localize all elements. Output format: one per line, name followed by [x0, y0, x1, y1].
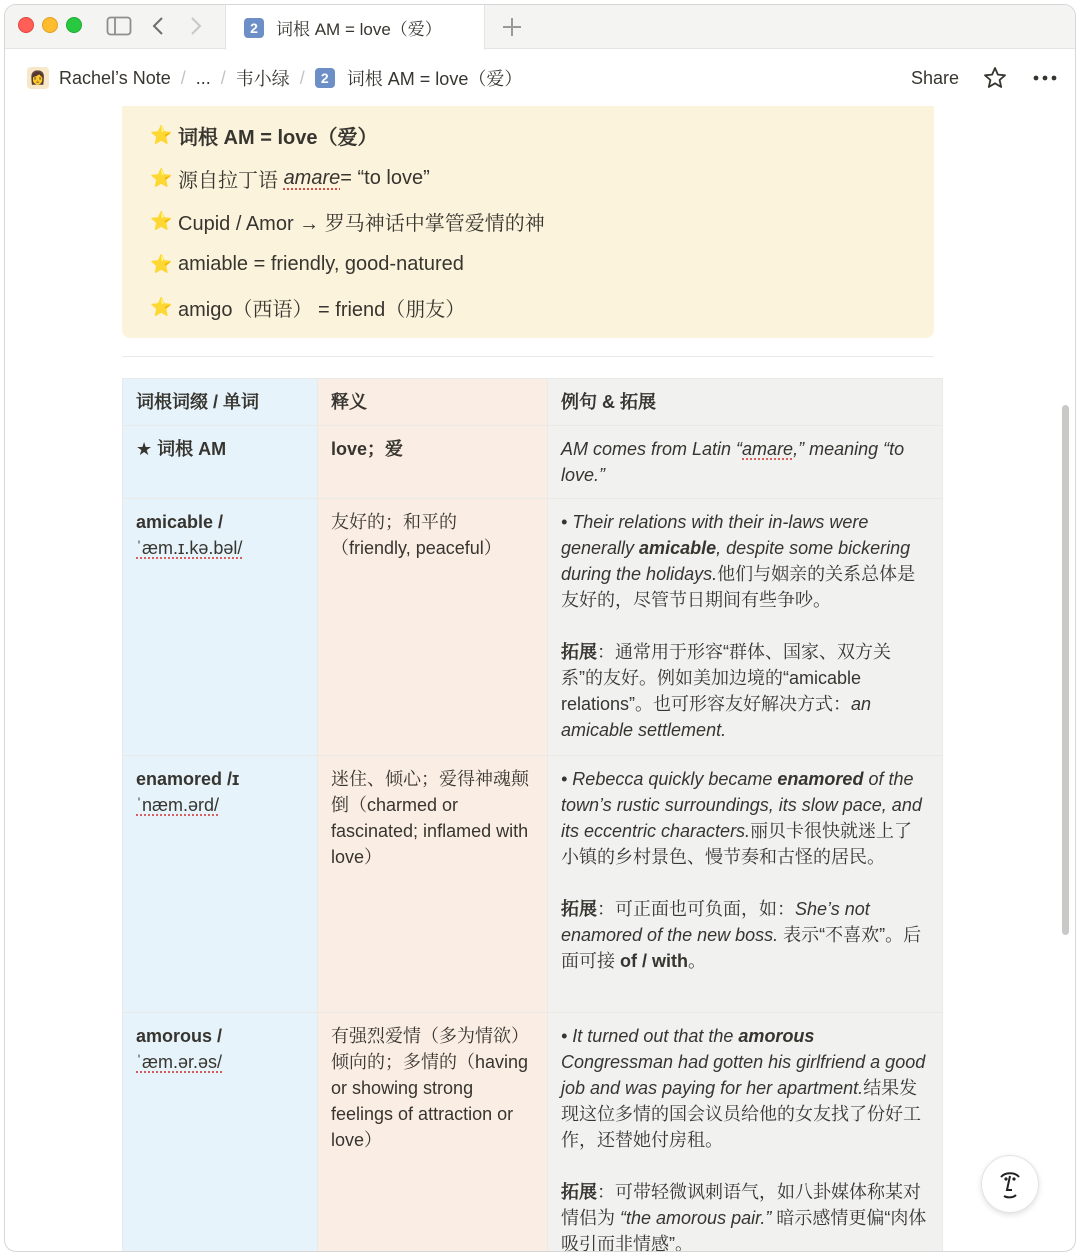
breadcrumb-parent[interactable]: 韦小绿: [235, 69, 290, 89]
divider: [122, 356, 934, 357]
latin-word: amare: [283, 167, 341, 189]
app-window: [4, 4, 1076, 1252]
example-text: ,” meaning “to love.”: [561, 439, 905, 485]
table-cell-example[interactable]: [548, 1013, 943, 1253]
title-bar: [5, 5, 1075, 49]
table-row: [123, 1013, 943, 1253]
callout-line: [150, 114, 934, 157]
table-cell-word[interactable]: [123, 426, 318, 499]
ipa-text: ˈæm.ɪ.kə.bəl/: [136, 538, 243, 558]
help-assistant-button[interactable]: [981, 1155, 1039, 1213]
callout-block[interactable]: [122, 106, 934, 338]
extension-note: 拓展：通常用于形容“群体、国家、双方关系”的友好。例如美加边境的“amicable relations”。也可形容友好解决方式：an amicable settlement.: [561, 642, 891, 740]
word-text: amorous /: [136, 1026, 223, 1046]
star-emoji-icon: ⭐: [150, 125, 173, 145]
zoom-window-button[interactable]: [66, 17, 82, 33]
example-text: AM comes from Latin “: [561, 439, 743, 459]
table-cell-word[interactable]: [123, 1013, 318, 1253]
star-emoji-icon: ⭐: [150, 254, 173, 274]
minimize-window-button[interactable]: [42, 17, 58, 33]
table-cell-word[interactable]: [123, 756, 318, 1013]
table-cell-example[interactable]: [548, 756, 943, 1013]
keycap-two-icon: 2: [315, 68, 335, 88]
table-cell-example[interactable]: [548, 426, 943, 499]
workspace-avatar: 👩: [27, 67, 49, 89]
extension-note: 拓展：可带轻微讽刺语气，如八卦媒体称某对情侣为 “the amorous pair.” 暗示感情更偏“肉体吸引而非情感”。: [561, 1182, 927, 1252]
table-row: [123, 756, 943, 1013]
table-row: [123, 499, 943, 756]
star-emoji-icon: ⭐: [150, 168, 173, 188]
favorite-star-icon[interactable]: [981, 64, 1009, 92]
extension-note: 拓展：可正面也可负面，如：She’s not enamored of the new boss. 表示“不喜欢”。后面可接 of / with。: [561, 899, 922, 971]
back-arrow-icon[interactable]: [147, 11, 169, 41]
callout-line: [150, 243, 934, 286]
breadcrumb-ellipsis[interactable]: ...: [195, 67, 211, 88]
close-window-button[interactable]: [18, 17, 34, 33]
breadcrumb-current-page[interactable]: [311, 65, 527, 91]
breadcrumb-separator: /: [220, 67, 226, 88]
table-cell-example[interactable]: [548, 499, 943, 756]
tab-active-page[interactable]: [225, 5, 485, 50]
share-button[interactable]: Share: [910, 67, 959, 88]
callout-text: 源自拉丁语: [178, 170, 278, 192]
sidebar-toggle-icon[interactable]: [105, 11, 133, 41]
column-header[interactable]: 例句 & 拓展: [548, 379, 943, 426]
ipa-text: ˈnæm.ərd/: [136, 795, 220, 815]
example-sentence: • Their relations with their in-laws were generally amicable, despite some bickering during the holidays.他们与姻亲的关系总体是友好的，尽管节日期间有些争吵。: [561, 512, 916, 610]
tab-title: 词根 AM = love（爱）: [276, 20, 442, 39]
current-page-title: 词根 AM = love（爱）: [346, 69, 523, 89]
workspace-name: Rachel’s Note: [59, 67, 171, 88]
callout-line: [150, 286, 934, 329]
table-cell-meaning[interactable]: 迷住、倾心；爱得神魂颠倒（charmed or fascinated; inflamed with love）: [318, 756, 548, 1013]
breadcrumb-separator: /: [180, 67, 186, 88]
meaning-text: love；爱: [331, 439, 404, 459]
breadcrumb: [5, 50, 1075, 106]
breadcrumb-separator: /: [299, 67, 305, 88]
topbar-actions: [911, 50, 1059, 106]
callout-text: = “to love”: [340, 167, 430, 189]
callout-line: [150, 200, 934, 243]
table-cell-meaning[interactable]: [318, 426, 548, 499]
assistant-face-icon: [995, 1168, 1025, 1200]
word-text: ★ 词根 AM: [136, 439, 227, 459]
word-text: enamored /ɪ: [136, 769, 240, 789]
latin-word: amare: [742, 439, 794, 459]
table-cell-meaning[interactable]: 有强烈爱情（多为情欲）倾向的；多情的（having or showing strong feelings of attraction or love）: [318, 1013, 548, 1253]
table-cell-word[interactable]: [123, 499, 318, 756]
callout-line: [150, 157, 934, 200]
column-header[interactable]: 词根词缀 / 单词: [123, 379, 318, 426]
example-sentence: • It turned out that the amorous Congressman had gotten his girlfriend a good job and was paying for her apartment.结果发现这位多情的国会议员给他的女友找了份好工作，还替她付房租。: [561, 1026, 926, 1150]
forward-arrow-icon[interactable]: [185, 11, 207, 41]
column-header[interactable]: 释义: [318, 379, 548, 426]
callout-text: amiable = friendly, good-natured: [178, 253, 464, 275]
table-cell-meaning[interactable]: 友好的；和平的（friendly, peaceful）: [318, 499, 548, 756]
new-tab-plus-icon[interactable]: [499, 13, 525, 41]
table-header-row: [123, 379, 943, 426]
word-text: amicable /: [136, 512, 224, 532]
page-content: [5, 106, 1075, 1252]
table-row: [123, 426, 943, 499]
callout-text: Cupid / Amor → 罗马神话中掌管爱情的神: [178, 213, 545, 235]
keycap-two-icon: 2: [244, 18, 264, 38]
star-emoji-icon: ⭐: [150, 211, 173, 231]
example-sentence: • Rebecca quickly became enamored of the town’s rustic surroundings, its slow pace, and its eccentric characters.丽贝卡很快就迷上了小镇的乡村景色、慢节奏和古怪的居民。: [561, 769, 922, 867]
breadcrumb-workspace[interactable]: [23, 67, 175, 89]
vertical-scrollbar[interactable]: [1062, 405, 1069, 935]
star-emoji-icon: ⭐: [150, 297, 173, 317]
ipa-text: ˈæm.ər.əs/: [136, 1052, 223, 1072]
vocabulary-table: [122, 378, 943, 1252]
more-options-icon[interactable]: [1031, 64, 1059, 92]
callout-text: 词根 AM = love（爱）: [178, 127, 378, 149]
callout-text: amigo（西语） = friend（朋友）: [178, 299, 466, 321]
